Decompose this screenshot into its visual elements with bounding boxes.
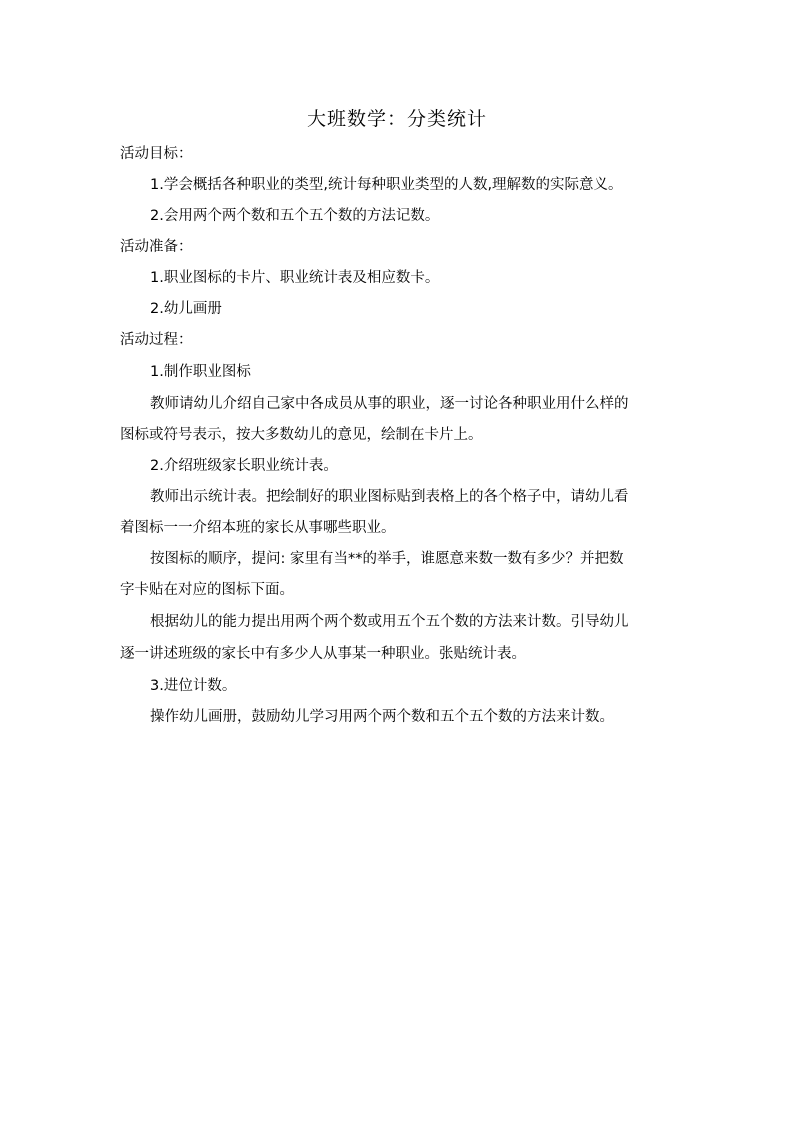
paragraph-3-line-2: 字卡贴在对应的图标下面。 xyxy=(120,582,294,598)
prep-item-2: 2.幼儿画册 xyxy=(150,301,222,317)
prep-item-1: 1.职业图标的卡片、职业统计表及相应数卡。 xyxy=(150,270,440,286)
paragraph-5-line-1: 操作幼儿画册，鼓励幼儿学习用两个两个数和五个五个数的方法来计数。 xyxy=(150,709,614,725)
step-3-heading: 3.进位计数。 xyxy=(150,678,237,694)
step-2-heading: 2.介绍班级家长职业统计表。 xyxy=(150,458,338,474)
step-1-heading: 1.制作职业图标 xyxy=(150,364,251,380)
paragraph-2-line-2: 着图标一一介绍本班的家长从事哪些职业。 xyxy=(120,520,396,536)
goal-item-1: 1.学会概括各种职业的类型,统计每种职业类型的人数,理解数的实际意义。 xyxy=(150,177,623,193)
page-title: 大班数学：分类统计 xyxy=(306,108,487,130)
process-heading: 活动过程： xyxy=(120,332,193,348)
paragraph-3-line-1: 按图标的顺序，提问: 家里有当**的举手，谁愿意来数一数有多少？并把数 xyxy=(150,551,624,567)
paragraph-1-line-1: 教师请幼儿介绍自己家中各成员从事的职业，逐一讨论各种职业用什么样的 xyxy=(150,396,629,412)
prep-heading: 活动准备： xyxy=(120,239,193,255)
paragraph-4-line-2: 逐一讲述班级的家长中有多少人从事某一种职业。张贴统计表。 xyxy=(120,646,526,662)
goal-item-2: 2.会用两个两个数和五个五个数的方法记数。 xyxy=(150,208,440,224)
paragraph-4-line-1: 根据幼儿的能力提出用两个两个数或用五个五个数的方法来计数。引导幼儿 xyxy=(150,614,629,630)
paragraph-1-line-2: 图标或符号表示，按大多数幼儿的意见，绘制在卡片上。 xyxy=(120,427,483,443)
goals-heading: 活动目标： xyxy=(120,146,193,162)
paragraph-2-line-1: 教师出示统计表。把绘制好的职业图标贴到表格上的各个格子中，请幼儿看 xyxy=(150,489,629,505)
